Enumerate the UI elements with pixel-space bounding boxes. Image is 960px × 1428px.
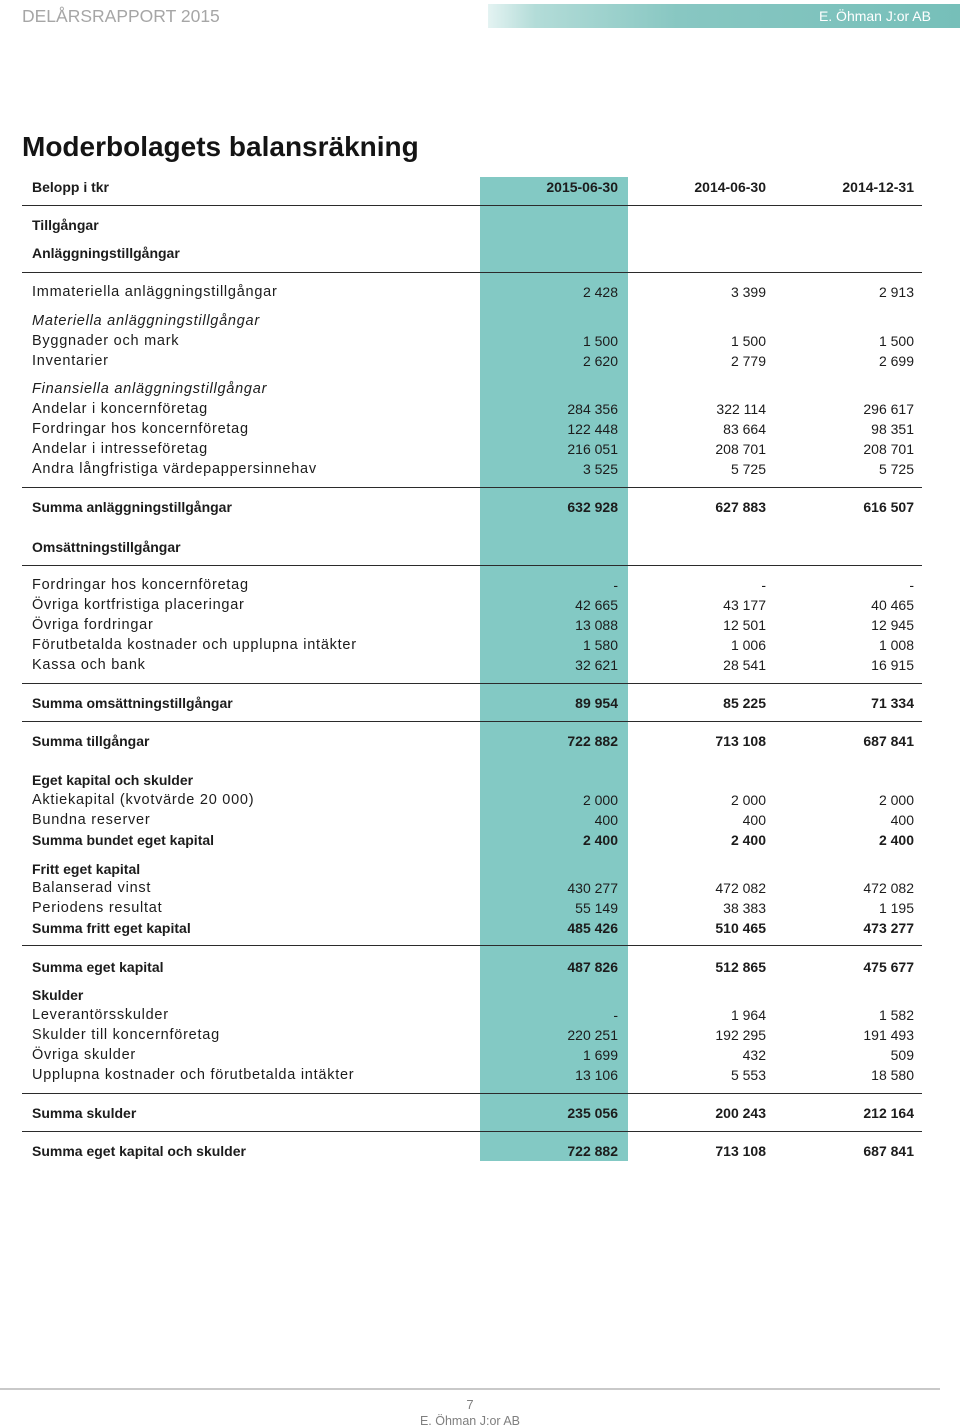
value-2014-06-30: 28 541	[723, 657, 766, 673]
row-label: Leverantörsskulder	[32, 1007, 169, 1023]
table-row	[0, 331, 960, 351]
value-2014-12-31: 509	[890, 1047, 914, 1063]
row-label: Summa eget kapital	[32, 959, 164, 975]
subsection-heading	[0, 311, 960, 331]
subtotal-row	[0, 693, 960, 713]
row-label: Summa tillgångar	[32, 733, 150, 749]
row-label: Bundna reserver	[32, 812, 151, 828]
value-2014-06-30: 2 779	[730, 353, 766, 369]
header-banner	[488, 4, 960, 28]
row-label: Finansiella anläggningstillgångar	[32, 381, 268, 397]
table-row	[0, 439, 960, 459]
subtotal-row	[0, 497, 960, 517]
value-2014-06-30: 38 383	[723, 900, 766, 916]
row-label: Summa skulder	[32, 1105, 137, 1121]
table-row	[0, 459, 960, 479]
table-row	[0, 635, 960, 655]
total-row	[0, 731, 960, 751]
value-2015-06-30: 216 051	[567, 441, 618, 457]
table-row	[0, 595, 960, 615]
row-label: Periodens resultat	[32, 900, 163, 916]
value-2014-06-30: 85 225	[723, 695, 766, 711]
value-2014-06-30: 208 701	[715, 441, 766, 457]
section-heading	[0, 985, 960, 1005]
value-2014-06-30: 322 114	[716, 401, 766, 417]
table-row	[0, 655, 960, 675]
subsection-heading	[0, 379, 960, 399]
divider	[22, 272, 922, 273]
value-2014-12-31: 16 915	[871, 657, 914, 673]
divider	[22, 721, 922, 722]
value-2015-06-30: 42 665	[575, 597, 618, 613]
table-row	[0, 575, 960, 595]
value-2014-12-31: 296 617	[863, 401, 914, 417]
row-label: Kassa och bank	[32, 657, 146, 673]
value-2015-06-30: 487 826	[567, 959, 618, 975]
value-2014-06-30: 2 400	[730, 832, 766, 848]
divider	[22, 205, 922, 206]
row-label: Balanserad vinst	[32, 880, 152, 896]
value-2014-12-31: 2 913	[878, 284, 914, 300]
row-label: Materiella anläggningstillgångar	[32, 313, 260, 329]
value-2015-06-30: -	[613, 577, 618, 593]
value-2014-06-30: 200 243	[715, 1105, 766, 1121]
value-2015-06-30: 2 620	[582, 353, 618, 369]
row-label: Summa bundet eget kapital	[32, 832, 215, 848]
row-label: Inventarier	[32, 353, 109, 369]
value-2014-12-31: 687 841	[863, 733, 914, 749]
row-label: Omsättningstillgångar	[32, 539, 181, 555]
page-number: 7	[466, 1397, 474, 1412]
section-heading	[0, 859, 960, 879]
value-2015-06-30: 3 525	[582, 461, 618, 477]
value-2015-06-30: 1 699	[582, 1047, 618, 1063]
value-2015-06-30: 430 277	[567, 880, 618, 896]
value-2014-12-31: 191 493	[863, 1027, 914, 1043]
value-2014-12-31: 2 400	[878, 832, 914, 848]
row-label: Summa anläggningstillgångar	[32, 499, 232, 515]
value-2014-12-31: 212 164	[863, 1105, 914, 1121]
value-2014-06-30: 472 082	[715, 880, 766, 896]
row-label: Fordringar hos koncernföretag	[32, 421, 249, 437]
row-label: Byggnader och mark	[32, 333, 180, 349]
row-label: Andelar i koncernföretag	[32, 401, 208, 417]
table-row	[0, 419, 960, 439]
value-2014-12-31: 98 351	[871, 421, 914, 437]
divider	[22, 565, 922, 566]
divider	[22, 683, 922, 684]
value-2015-06-30: 485 426	[567, 920, 618, 936]
value-2014-06-30: 432	[742, 1047, 766, 1063]
table-row	[0, 1025, 960, 1045]
value-2015-06-30: 220 251	[567, 1027, 618, 1043]
value-2014-06-30: 512 865	[715, 959, 766, 975]
row-label: Anläggningstillgångar	[32, 245, 180, 261]
value-2014-06-30: 713 108	[715, 733, 766, 749]
value-2015-06-30: 632 928	[567, 499, 618, 515]
row-label: Eget kapital och skulder	[32, 772, 194, 788]
section-heading	[0, 243, 960, 263]
divider	[22, 1131, 922, 1132]
row-label: Andelar i intresseföretag	[32, 441, 208, 457]
value-2014-12-31: 2 699	[878, 353, 914, 369]
subtotal-row	[0, 957, 960, 977]
section-heading	[0, 770, 960, 790]
value-2014-06-30: 400	[742, 812, 766, 828]
row-label: Andra långfristiga värdepappersinnehav	[32, 461, 317, 477]
value-2014-06-30: 627 883	[715, 499, 766, 515]
value-2014-12-31: 2 000	[878, 792, 914, 808]
value-2014-06-30: 1 964	[730, 1007, 766, 1023]
row-label: Förutbetalda kostnader och upplupna intäkter	[32, 637, 357, 653]
row-label: Summa fritt eget kapital	[32, 920, 191, 936]
row-label: Immateriella anläggningstillgångar	[32, 284, 278, 300]
total-row	[0, 1141, 960, 1161]
value-2015-06-30: 400	[594, 812, 618, 828]
value-2014-12-31: 208 701	[863, 441, 914, 457]
section-heading	[0, 537, 960, 557]
table-row	[0, 1005, 960, 1025]
value-2014-06-30: 5 725	[730, 461, 766, 477]
section-heading	[0, 215, 960, 235]
footer-divider	[0, 1388, 940, 1390]
table-row	[0, 399, 960, 419]
value-2015-06-30: 722 882	[567, 1143, 618, 1159]
divider	[22, 1093, 922, 1094]
value-2014-12-31: 687 841	[863, 1143, 914, 1159]
subtotal-row	[0, 830, 960, 850]
value-2015-06-30: 13 106	[575, 1067, 618, 1083]
value-2014-06-30: 510 465	[715, 920, 766, 936]
value-2015-06-30: 1 500	[582, 333, 618, 349]
row-label: Övriga kortfristiga placeringar	[32, 597, 245, 613]
value-2014-06-30: -	[761, 577, 766, 593]
row-label: Fritt eget kapital	[32, 861, 141, 877]
row-label: Aktiekapital (kvotvärde 20 000)	[32, 792, 255, 808]
row-label: Övriga skulder	[32, 1047, 136, 1063]
footer-company-name: E. Öhman J:or AB	[419, 1414, 521, 1428]
value-2015-06-30: 1 580	[582, 637, 618, 653]
value-2015-06-30: 235 056	[567, 1105, 618, 1121]
row-label: Skulder	[32, 987, 84, 1003]
value-2015-06-30: 284 356	[567, 401, 618, 417]
value-2014-12-31: 473 277	[863, 920, 914, 936]
banner-company-name: E. Öhman J:or AB	[818, 8, 931, 24]
value-2014-06-30: 5 553	[730, 1067, 766, 1083]
row-label: Skulder till koncernföretag	[32, 1027, 220, 1043]
value-2014-06-30: 713 108	[715, 1143, 766, 1159]
row-label: Övriga fordringar	[32, 617, 154, 633]
value-2014-12-31: 1 500	[878, 333, 914, 349]
row-label: Summa eget kapital och skulder	[32, 1143, 246, 1159]
value-2014-06-30: 83 664	[723, 421, 766, 437]
value-2014-12-31: 400	[890, 812, 914, 828]
value-2014-12-31: 18 580	[871, 1067, 914, 1083]
column-header-2014-06-30: 2014-06-30	[694, 179, 766, 195]
value-2015-06-30: 122 448	[567, 421, 618, 437]
value-2014-12-31: 12 945	[871, 617, 914, 633]
value-2014-12-31: 475 677	[863, 959, 914, 975]
divider	[22, 945, 922, 946]
value-2014-06-30: 43 177	[723, 597, 766, 613]
value-2014-12-31: 1 582	[878, 1007, 914, 1023]
value-2014-12-31: 1 195	[878, 900, 914, 916]
subtotal-row	[0, 1103, 960, 1123]
value-2015-06-30: -	[613, 1007, 618, 1023]
value-2015-06-30: 89 954	[575, 695, 618, 711]
table-row	[0, 790, 960, 810]
value-2015-06-30: 2 400	[582, 832, 618, 848]
row-label: Upplupna kostnader och förutbetalda intäkter	[32, 1067, 355, 1083]
value-2014-06-30: 3 399	[730, 284, 766, 300]
table-row	[0, 1045, 960, 1065]
subtotal-row	[0, 918, 960, 938]
value-2014-06-30: 12 501	[723, 617, 766, 633]
page-title: Moderbolagets balansräkning	[22, 131, 419, 162]
row-label: Fordringar hos koncernföretag	[32, 577, 249, 593]
value-2015-06-30: 32 621	[575, 657, 618, 673]
value-2015-06-30: 55 149	[575, 900, 618, 916]
row-label: Tillgångar	[32, 217, 99, 233]
table-row	[0, 1065, 960, 1085]
value-2014-12-31: 616 507	[863, 499, 914, 515]
row-label: Summa omsättningstillgångar	[32, 695, 233, 711]
divider	[22, 487, 922, 488]
column-header-2015-06-30: 2015-06-30	[546, 179, 618, 195]
value-2015-06-30: 722 882	[567, 733, 618, 749]
table-row	[0, 878, 960, 898]
value-2014-12-31: -	[909, 577, 914, 593]
column-header-2014-12-31: 2014-12-31	[842, 179, 914, 195]
table-row	[0, 615, 960, 635]
value-2014-12-31: 40 465	[871, 597, 914, 613]
table-row	[0, 898, 960, 918]
value-2014-12-31: 71 334	[871, 695, 914, 711]
value-2015-06-30: 2 000	[582, 792, 618, 808]
value-2014-12-31: 5 725	[878, 461, 914, 477]
value-2014-12-31: 1 008	[878, 637, 914, 653]
table-header-row	[0, 177, 960, 197]
value-2014-06-30: 2 000	[730, 792, 766, 808]
value-2014-06-30: 1 500	[730, 333, 766, 349]
value-2015-06-30: 13 088	[575, 617, 618, 633]
value-2014-06-30: 1 006	[730, 637, 766, 653]
unit-label: Belopp i tkr	[32, 179, 110, 195]
report-title: DELÅRSRAPPORT 2015	[22, 6, 220, 26]
value-2014-06-30: 192 295	[715, 1027, 766, 1043]
table-row	[0, 282, 960, 302]
table-row	[0, 351, 960, 371]
table-row	[0, 810, 960, 830]
value-2014-12-31: 472 082	[863, 880, 914, 896]
value-2015-06-30: 2 428	[582, 284, 618, 300]
